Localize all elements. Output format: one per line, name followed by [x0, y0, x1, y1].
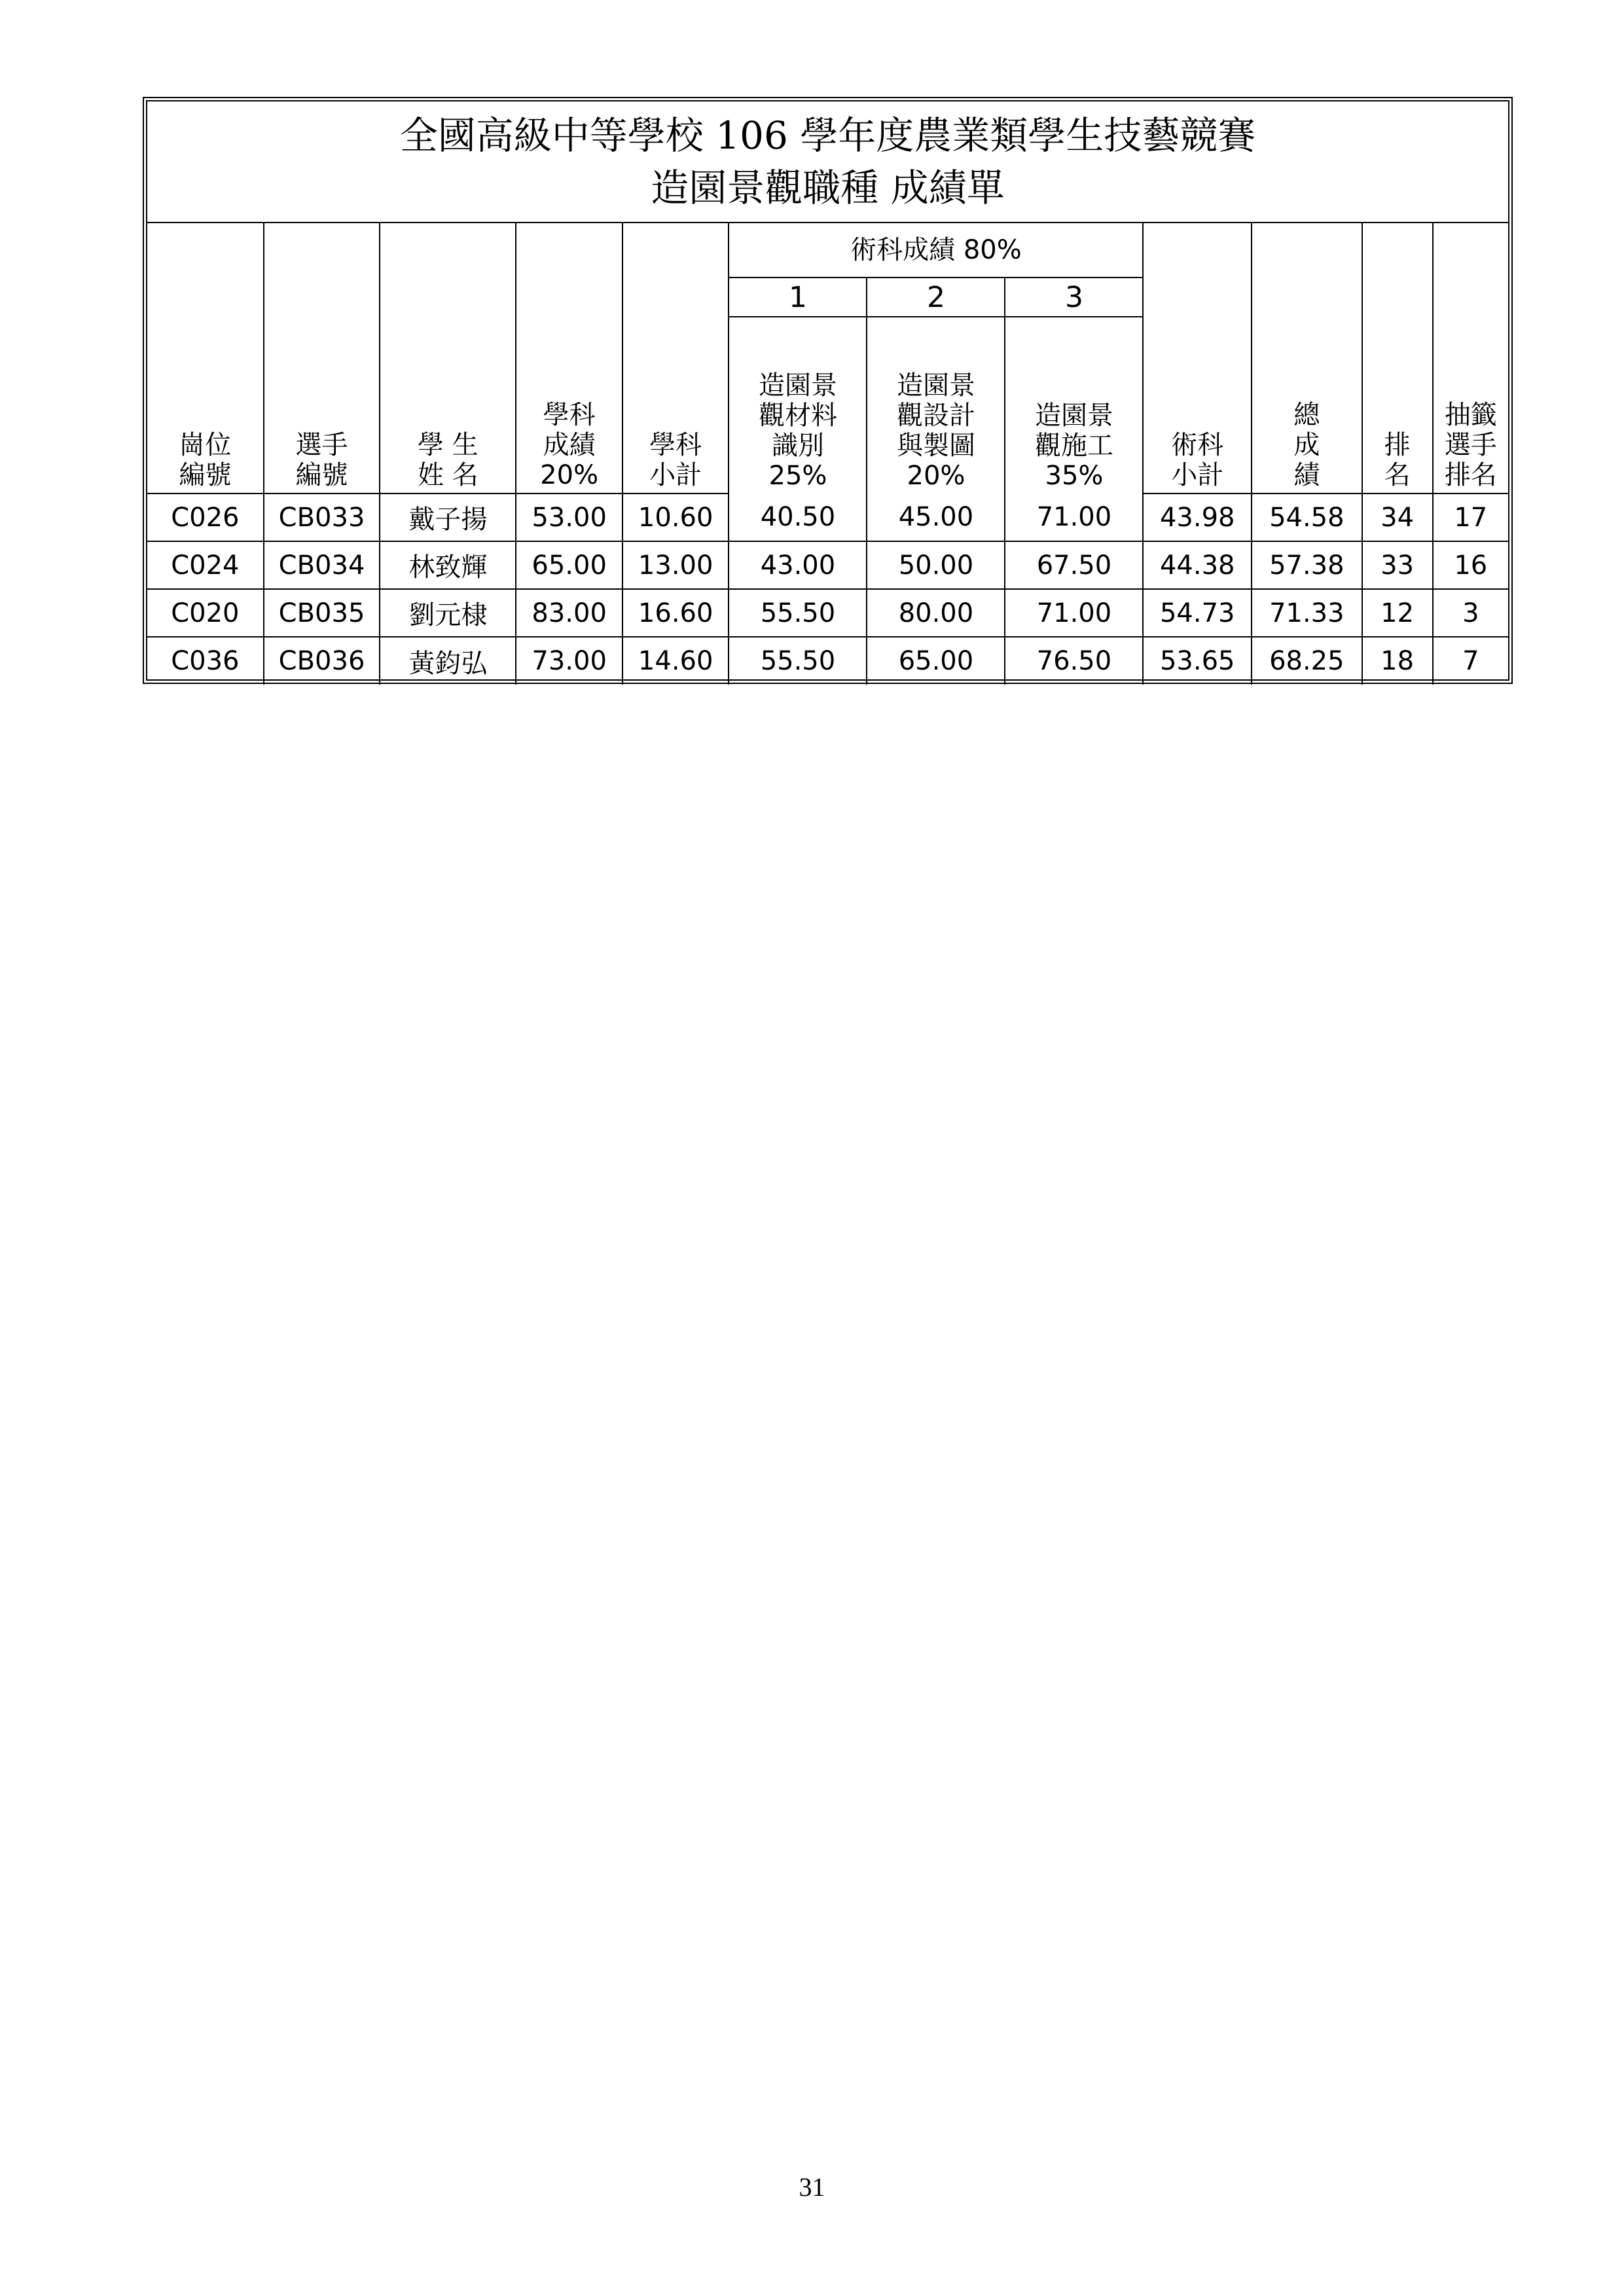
header-total-score: 總 成 績 [1252, 223, 1362, 493]
cell-draw-rank: 3 [1433, 589, 1508, 637]
cell-skill-design: 65.00 [867, 637, 1005, 685]
cell-station-no: C024 [147, 541, 264, 589]
cell-skill-construction: 67.50 [1005, 541, 1143, 589]
cell-station-no: C020 [147, 589, 264, 637]
cell-academic-score: 65.00 [516, 541, 623, 589]
cell-skill-materials: 55.50 [729, 637, 867, 685]
cell-skill-materials: 40.50 [729, 493, 867, 541]
cell-rank: 12 [1362, 589, 1433, 637]
cell-academic-subtotal: 16.60 [623, 589, 729, 637]
cell-rank: 34 [1362, 493, 1433, 541]
cell-player-no: CB033 [264, 493, 380, 541]
header-skill-group: 術科成績 80% [729, 223, 1143, 278]
table-row [147, 493, 1508, 541]
cell-academic-score: 53.00 [516, 493, 623, 541]
score-sheet-frame [143, 97, 1513, 684]
cell-academic-subtotal: 10.60 [623, 493, 729, 541]
header-skill-number-2: 2 [867, 278, 1005, 317]
cell-total-score: 68.25 [1252, 637, 1362, 685]
cell-skill-subtotal: 43.98 [1143, 493, 1252, 541]
sheet-title [147, 101, 1508, 223]
header-academic-subtotal: 學科 小計 [623, 223, 729, 493]
cell-skill-construction: 71.00 [1005, 493, 1143, 541]
header-academic-score: 學科 成績 20% [516, 223, 623, 493]
cell-draw-rank: 16 [1433, 541, 1508, 589]
header-draw-rank: 抽籤 選手 排名 [1433, 223, 1508, 493]
cell-draw-rank: 7 [1433, 637, 1508, 685]
header-student-name: 學 生 姓 名 [380, 223, 516, 493]
cell-player-no: CB036 [264, 637, 380, 685]
header-skill-construction: 造園景 觀施工 35% [1005, 317, 1143, 493]
table-row [147, 541, 1508, 589]
header-skill-subtotal: 術科 小計 [1143, 223, 1252, 493]
cell-station-no: C036 [147, 637, 264, 685]
cell-skill-design: 45.00 [867, 493, 1005, 541]
cell-rank: 33 [1362, 541, 1433, 589]
cell-student-name: 黃鈞弘 [380, 637, 516, 685]
cell-skill-design: 50.00 [867, 541, 1005, 589]
cell-skill-subtotal: 54.73 [1143, 589, 1252, 637]
cell-player-no: CB034 [264, 541, 380, 589]
header-skill-number-3: 3 [1005, 278, 1143, 317]
header-player-no: 選手 編號 [264, 223, 380, 493]
cell-draw-rank: 17 [1433, 493, 1508, 541]
cell-skill-subtotal: 44.38 [1143, 541, 1252, 589]
header-rank: 排 名 [1362, 223, 1433, 493]
table-row [147, 589, 1508, 637]
score-table [147, 101, 1508, 685]
cell-academic-score: 73.00 [516, 637, 623, 685]
table-row [147, 637, 1508, 685]
title-line-2: 造園景觀職種 成績單 [651, 166, 1005, 210]
cell-skill-subtotal: 53.65 [1143, 637, 1252, 685]
cell-academic-subtotal: 13.00 [623, 541, 729, 589]
cell-player-no: CB035 [264, 589, 380, 637]
cell-skill-materials: 43.00 [729, 541, 867, 589]
header-skill-design: 造園景 觀設計 與製圖 20% [867, 317, 1005, 493]
cell-total-score: 71.33 [1252, 589, 1362, 637]
header-skill-number-1: 1 [729, 278, 867, 317]
cell-skill-construction: 71.00 [1005, 589, 1143, 637]
cell-skill-materials: 55.50 [729, 589, 867, 637]
header-station-no: 崗位 編號 [147, 223, 264, 493]
title-line-1: 全國高級中等學校 106 學年度農業類學生技藝競賽 [399, 113, 1256, 158]
cell-skill-construction: 76.50 [1005, 637, 1143, 685]
cell-rank: 18 [1362, 637, 1433, 685]
cell-student-name: 劉元棣 [380, 589, 516, 637]
cell-academic-subtotal: 14.60 [623, 637, 729, 685]
cell-student-name: 林致輝 [380, 541, 516, 589]
cell-total-score: 57.38 [1252, 541, 1362, 589]
cell-student-name: 戴子揚 [380, 493, 516, 541]
cell-academic-score: 83.00 [516, 589, 623, 637]
header-skill-materials: 造園景 觀材料 識別 25% [729, 317, 867, 493]
page-number: 31 [799, 2172, 825, 2202]
cell-total-score: 54.58 [1252, 493, 1362, 541]
cell-station-no: C026 [147, 493, 264, 541]
cell-skill-design: 80.00 [867, 589, 1005, 637]
